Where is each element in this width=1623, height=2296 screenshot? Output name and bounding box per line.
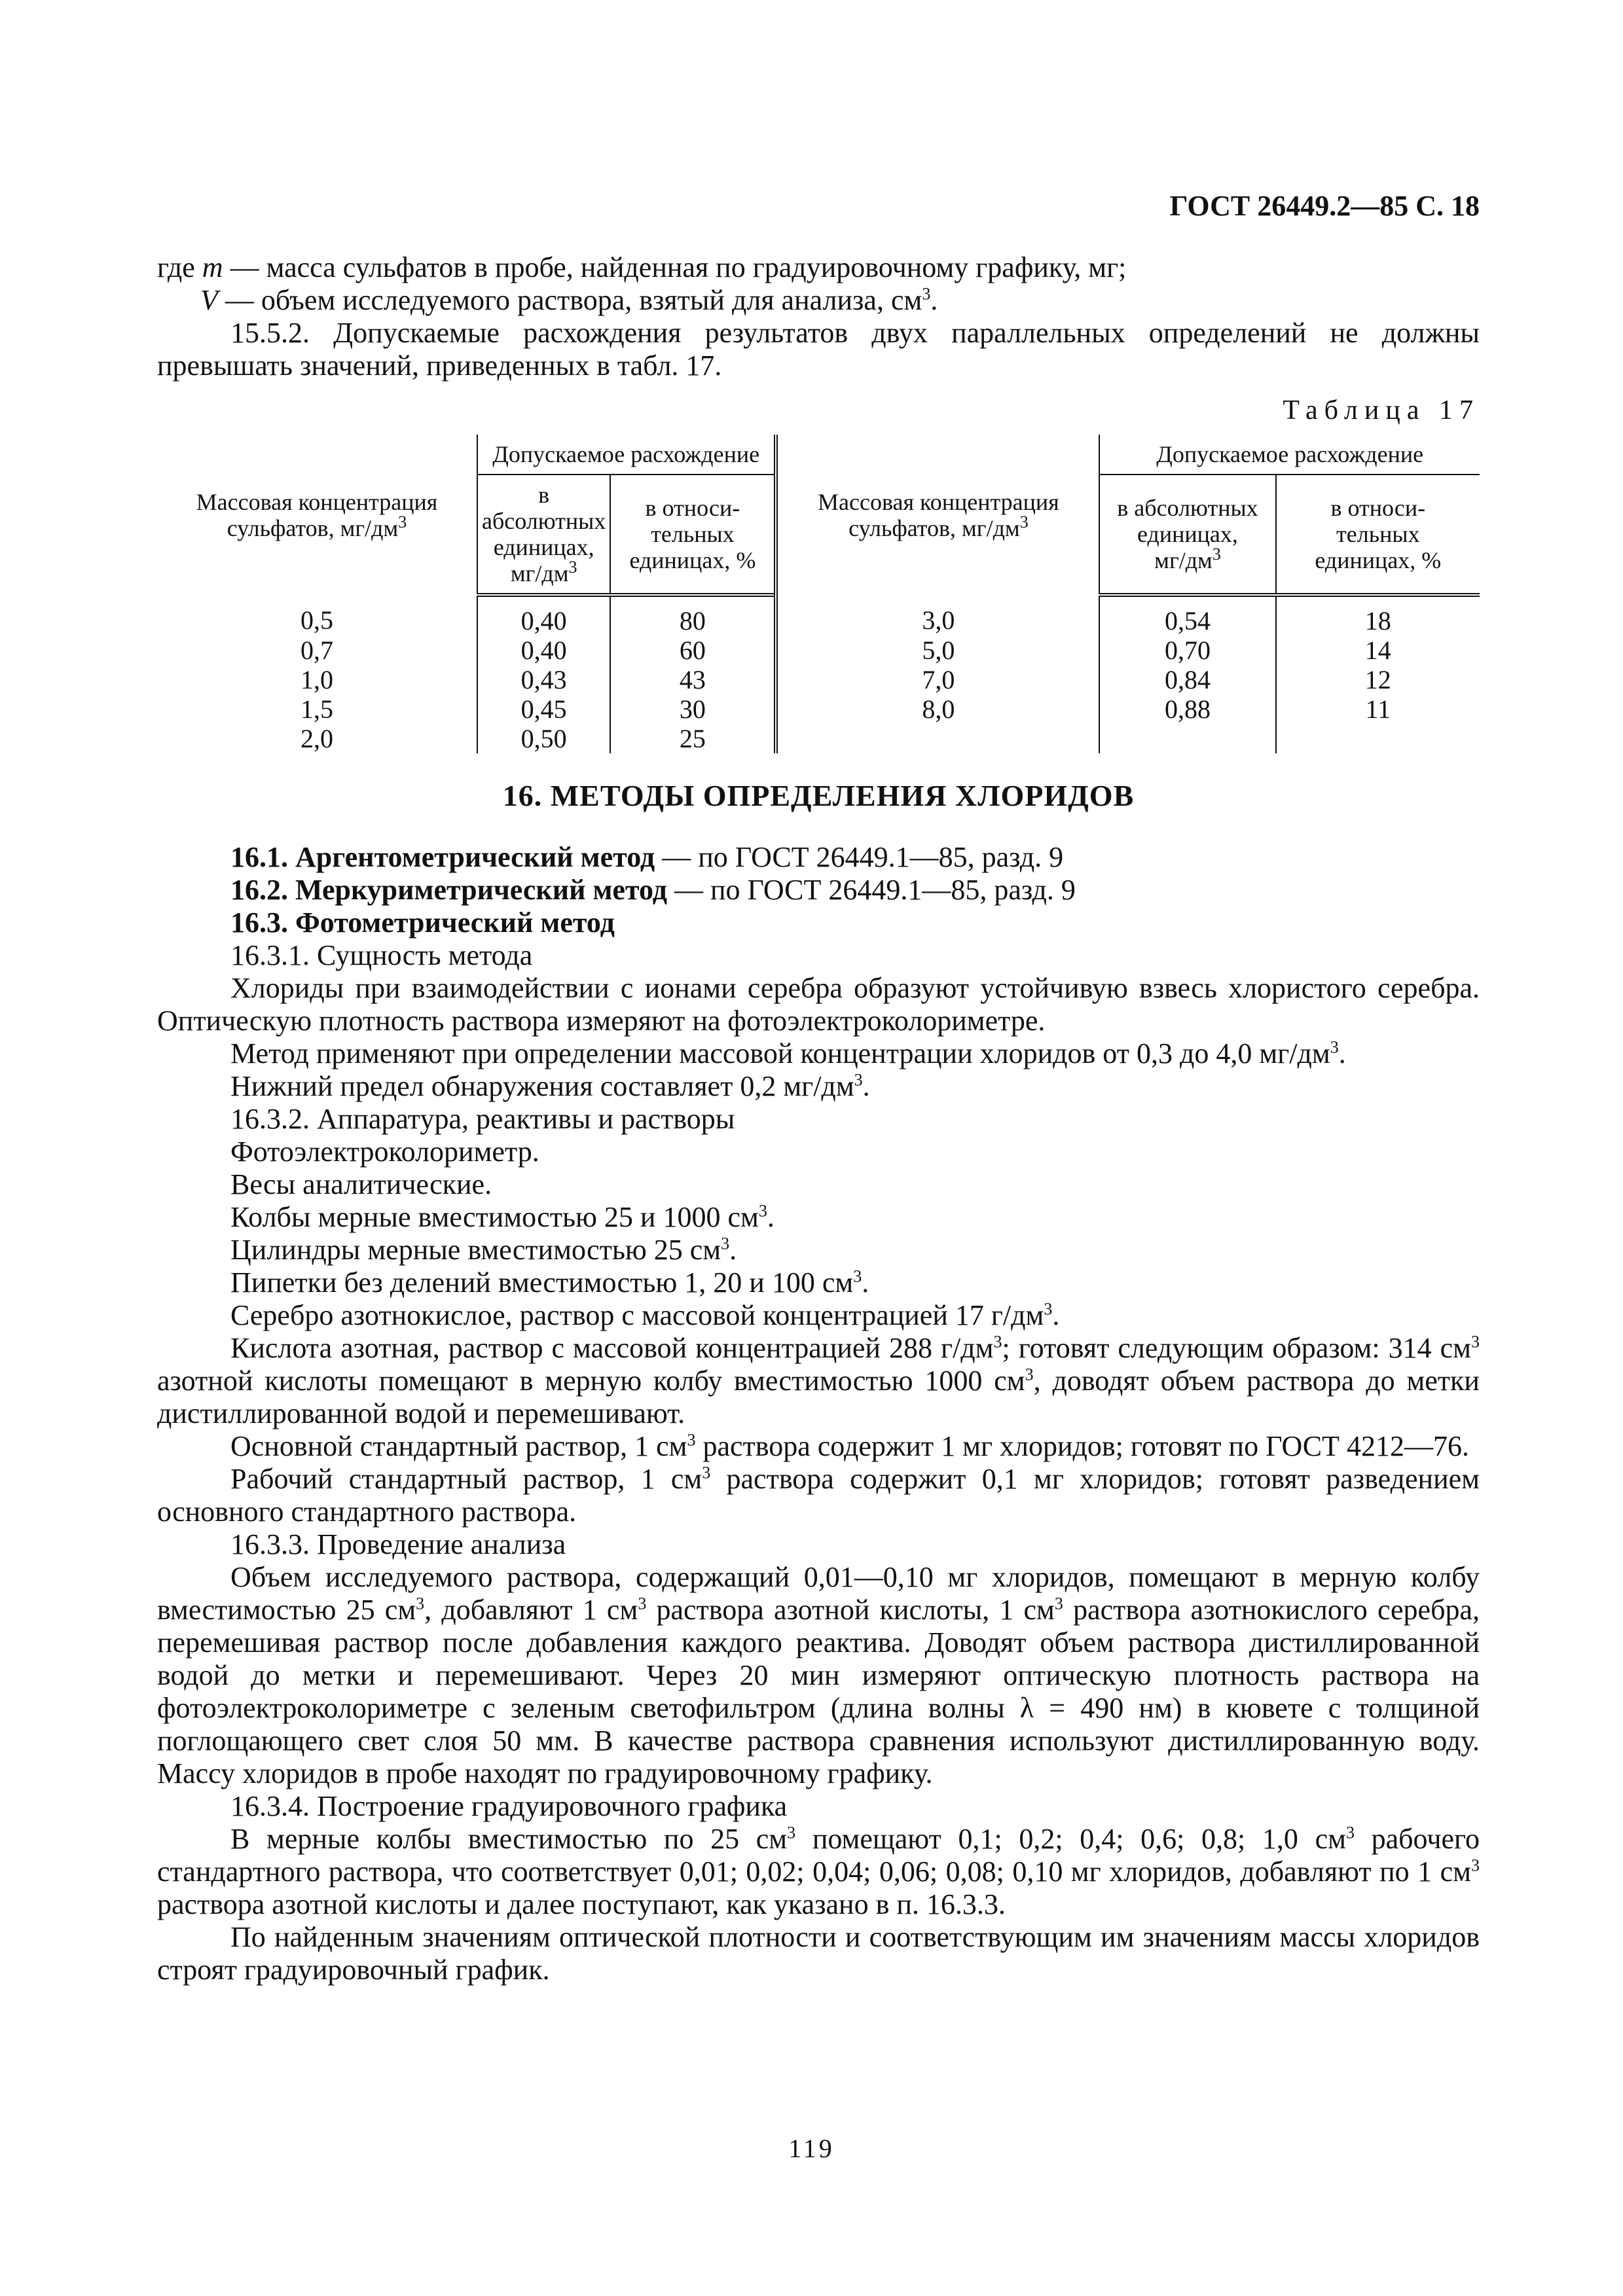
col-header-relative: в относи- тельных единицах, %	[610, 475, 776, 595]
apparatus-6: Серебро азотнокислое, раствор с массовой концентрацией 17 $г/дм^3$.	[230, 1299, 1060, 1331]
table-17	[157, 435, 1480, 753]
item-16-3-3: 16.3.3. Проведение анализа	[230, 1528, 566, 1560]
page-header: ГОСТ 26449.2—85 С. 18	[1169, 190, 1480, 222]
where-v-line: V — объем исследуемого раствора, взятый для анализа, $см^3$.	[200, 284, 938, 316]
section-title: 16. МЕТОДЫ ОПРЕДЕЛЕНИЯ ХЛОРИДОВ	[502, 779, 1135, 812]
apparatus-1: Фотоэлектроколориметр.	[230, 1136, 539, 1168]
apparatus-4: Цилиндры мерные вместимостью 25 $см^3$.	[230, 1234, 737, 1266]
item-16-3-4: 16.3.4. Построение градуировочного графика	[230, 1790, 788, 1822]
item-16-3-1: 16.3.1. Сущность метода	[230, 939, 533, 971]
paragraph-calibration: В мерные колбы вместимостью по 25 $см^3$ помещают 0,1; 0,2; 0,4; 0,6; 0,8; 1,0 $см^3$ рабочего стандартного раствора, что соответствует 0,01; 0,02; 0,04; 0,06; 0,08; 0,10 мг хлоридов, добавляют по 1 $см^3$ раствора азотной кислоты и далее поступают, как указано в п. 16.3.3.	[157, 1823, 1480, 1920]
item-16-3-2: 16.3.2. Аппаратура, реактивы и растворы	[230, 1103, 735, 1135]
var-m: m	[202, 251, 223, 283]
col-header-relative-2: в относи- тельных единицах, %	[1276, 475, 1480, 595]
paragraph-working-standard: Рабочий стандартный раствор, 1 $см^3$ раствора содержит 0,1 мг хлоридов; готовят разведением основного стандартного раствора.	[157, 1463, 1480, 1528]
col-header-concentration: Массовая концентрация сульфатов, $мг/дм^3$	[196, 488, 438, 541]
item-16-2: 16.2. Меркуриметрический метод — по ГОСТ 26449.1—85, разд. 9	[230, 874, 1076, 906]
table-row: 1,5 0,45 30 8,0 0,88 11	[157, 694, 1480, 724]
col-header-concentration-2: Массовая концентрация сульфатов, $мг/дм^3$	[776, 435, 1099, 595]
col-header-absolute-2: в абсолютных единицах, $мг/дм^3$	[1099, 475, 1275, 595]
col-header-group-2: Допускаемое расхождение	[1099, 435, 1480, 475]
apparatus-3: Колбы мерные вместимостью 25 и 1000 $см^3$.	[230, 1201, 775, 1233]
table-row: 1,0 0,43 43 7,0 0,84 12	[157, 665, 1480, 694]
col-header-absolute: в абсолютных единицах, $мг/дм^3$	[477, 475, 610, 595]
table-row: 2,0 0,50 25	[157, 724, 1480, 753]
var-v: V	[200, 284, 218, 316]
apparatus-2: Весы аналитические.	[230, 1168, 492, 1200]
item-16-1: 16.1. Аргентометрический метод — по ГОСТ 26449.1—85, разд. 9	[230, 841, 1064, 873]
table-row: 0,5 0,40 80 3,0 0,54 18	[157, 595, 1480, 636]
paragraph-range: Метод применяют при определении массовой концентрации хлоридов от 0,3 до 4,0 $мг/дм^3$.	[230, 1037, 1346, 1069]
apparatus-5: Пипетки без делений вместимостью 1, 20 и 100 $см^3$.	[230, 1266, 869, 1299]
col-header-group: Допускаемое расхождение	[477, 435, 776, 475]
table-caption: Таблица 17	[1283, 395, 1480, 425]
paragraph-limit: Нижний предел обнаружения составляет 0,2 $мг/дм^3$.	[230, 1070, 870, 1102]
where-m-line: где m — масса сульфатов в пробе, найденная по градуировочному графику, мг;	[157, 251, 1127, 283]
paragraph-final: По найденным значениям оптической плотности и соответствующим им значениям массы хлоридов строят градуировочный график.	[157, 1921, 1480, 1986]
paragraph-15-5-2: 15.5.2. Допускаемые расхождения результатов двух параллельных определений не должны превышать значений, приведенных в табл. 17.	[157, 317, 1480, 382]
paragraph-analysis: Объем исследуемого раствора, содержащий 0,01—0,10 мг хлоридов, помещают в мерную колбу вместимостью 25 $см^3$, добавляют 1 $см^3$ раствора азотной кислоты, 1 $см^3$ раствора азотнокислого серебра, перемешивая раствор после добавления каждого реактива. Доводят объем раствора дистиллированной водой до метки и перемешивают. Через 20 мин измеряют оптическую плотность раствора на фотоэлектроколориметре с зеленым светофильтром (длина волны λ = 490 нм) в кювете с толщиной поглощающего свет слоя 50 мм. В качестве раствора сравнения используют дистиллированную воду. Массу хлоридов в пробе находят по градуировочному графику.	[157, 1561, 1480, 1789]
paragraph-nitric-acid: Кислота азотная, раствор с массовой концентрацией 288 $г/дм^3$; готовят следующим образом: 314 $см^3$ азотной кислоты помещают в мерную колбу вместимостью 1000 $см^3$, доводят объем раствора до метки дистиллированной водой и перемешивают.	[157, 1332, 1480, 1429]
paragraph-essence: Хлориды при взаимодействии с ионами серебра образуют устойчивую взвесь хлористого серебра. Оптическую плотность раствора измеряют на фотоэлектроколориметре.	[157, 972, 1480, 1037]
item-16-3: 16.3. Фотометрический метод	[230, 906, 615, 939]
page-number: 119	[788, 2134, 835, 2163]
table-row: 0,7 0,40 60 5,0 0,70 14	[157, 636, 1480, 665]
paragraph-main-standard: Основной стандартный раствор, 1 $см^3$ раствора содержит 1 мг хлоридов; готовят по ГОСТ 4212—76.	[230, 1430, 1469, 1462]
document-page	[157, 190, 1480, 1986]
